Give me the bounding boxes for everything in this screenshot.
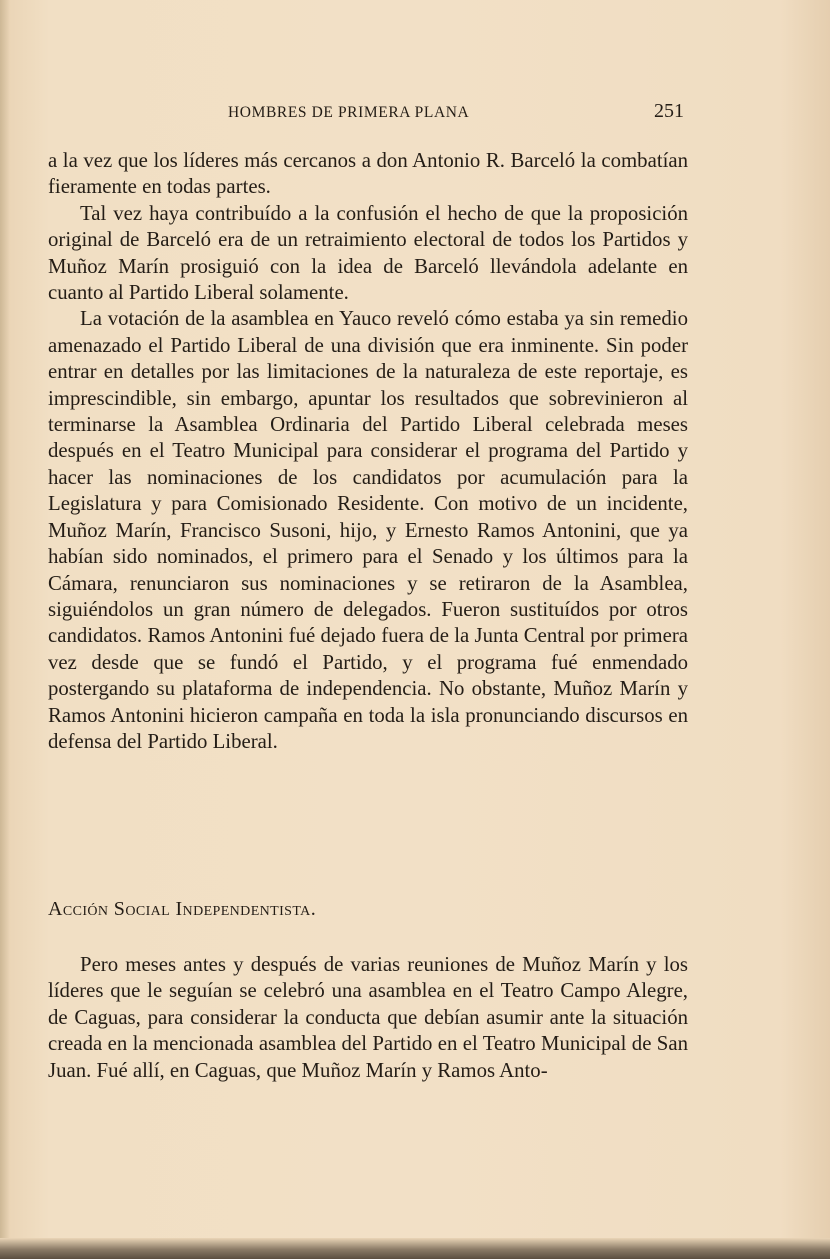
page-bottom-edge: [0, 1238, 830, 1259]
section-text: [48, 952, 688, 1084]
section-heading: Acción Social Independentista.: [48, 898, 317, 920]
paragraph: Pero meses antes y después de varias reuniones de Muñoz Marín y los líderes que le seguían se celebró una asamblea en el Teatro Campo Alegre, de Caguas, para considerar la conducta que debían asumir ante la situación creada en la mencionada asamblea del Partido en el Teatro Municipal de San Juan. Fué allí, en Caguas, que Muñoz Marín y Ramos Anto-: [48, 953, 688, 1082]
paragraph-continuation: a la vez que los líderes más cercanos a don Antonio R. Barceló la combatían fieramente en todas partes.: [48, 149, 688, 199]
paragraph: La votación de la asamblea en Yauco reveló cómo estaba ya sin remedio amenazado el Partido Liberal de una división que era inminente. Sin poder entrar en detalles por las limitaciones de la naturaleza de este reportaje, es imprescindible, sin embargo, apuntar los resultados que sobrevinieron al terminarse la Asamblea Ordinaria del Partido Liberal celebrada meses después en el Teatro Municipal para considerar el programa del Partido y hacer las nominaciones de los candidatos por acumulación para la Legislatura y para Comisionado Residente. Con motivo de un incidente, Muñoz Marín, Francisco Susoni, hijo, y Ernesto Ramos Antonini, que ya habían sido nominados, el primero para el Senado y los últimos para la Cámara, renunciaron sus nominaciones y se retiraron de la Asamblea, siguiéndolos un gran número de delegados. Fueron sustituídos por otros candidatos. Ramos Antonini fué dejado fuera de la Junta Central por primera vez desde que se fundó el Partido, y el programa fué enmendado postergando su plataforma de independencia. No obstante, Muñoz Marín y Ramos Antonini hicieron campaña en toda la isla pronunciando discursos en defensa del Partido Liberal.: [48, 307, 688, 753]
page-number: 251: [654, 100, 684, 122]
main-text: [48, 148, 688, 755]
running-head-title: HOMBRES DE PRIMERA PLANA: [228, 104, 470, 121]
running-head: [48, 100, 688, 130]
page-left-shadow: [0, 0, 10, 1259]
paragraph: Tal vez haya contribuído a la confusión el hecho de que la proposición original de Barceló era de un retraimiento electoral de todos los Partidos y Muñoz Marín prosiguió con la idea de Barceló llevándola adelante en cuanto al Partido Liberal solamente.: [48, 201, 688, 305]
